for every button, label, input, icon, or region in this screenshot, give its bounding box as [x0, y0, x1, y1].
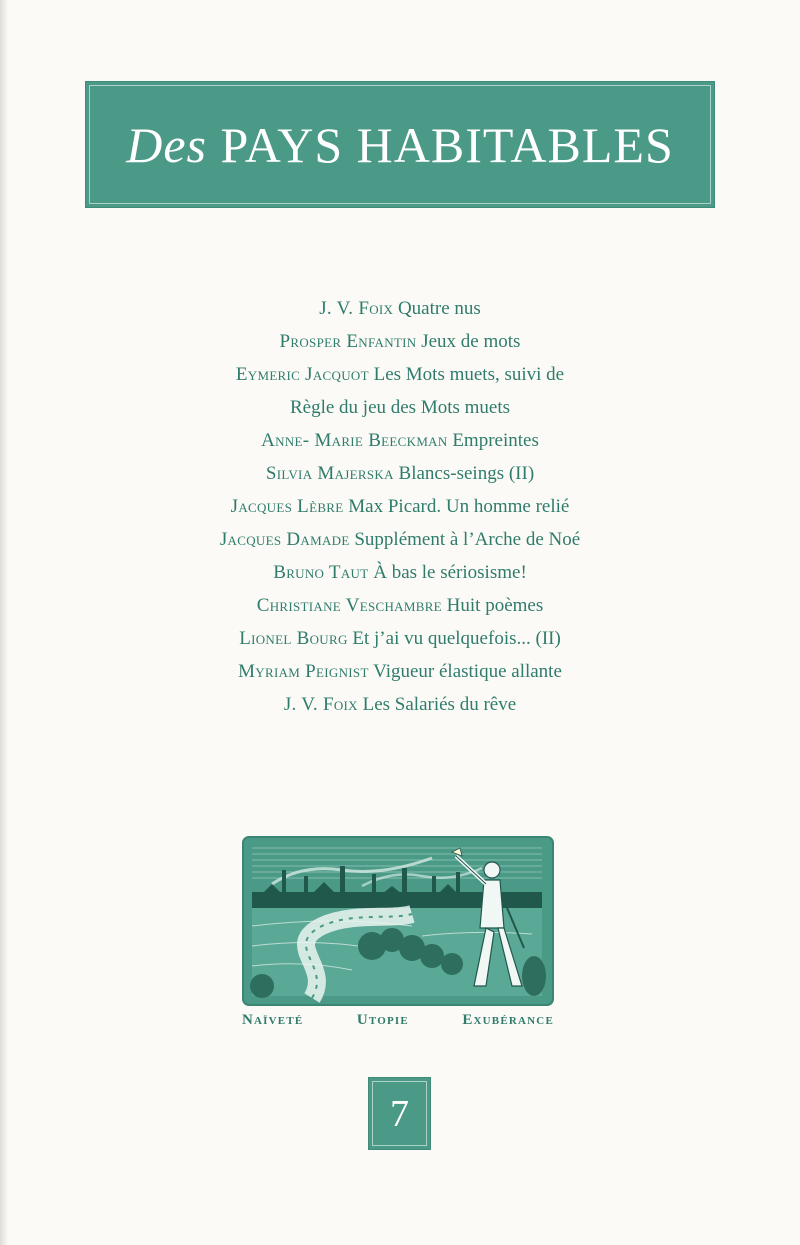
motto — [242, 1012, 554, 1029]
entry-work: Et j’ai vu quelquefois... (II) — [352, 628, 561, 649]
entry-author: J. V. Foix — [319, 298, 394, 319]
contents-entry — [100, 358, 700, 391]
entry-work: Supplément à l’Arche de Noé — [354, 529, 581, 550]
entry-author: Eymeric Jacquot — [235, 364, 369, 385]
entry-author: Anne- Marie Beeckman — [261, 430, 448, 451]
entry-work: Vigueur élastique allante — [373, 661, 562, 682]
entry-author: Jacques Lèbre — [230, 496, 344, 517]
entry-work: Quatre nus — [397, 298, 481, 319]
entry-work: Blancs-seings (II) — [398, 463, 535, 484]
contents-entry-continued — [100, 391, 700, 424]
motto-word: Naïveté — [242, 1012, 304, 1028]
woodcut-walker-on-road-with-factories-icon — [242, 836, 554, 1006]
title-band — [85, 81, 715, 208]
entry-author: J. V. Foix — [283, 694, 358, 715]
entry-author: Myriam Peignist — [238, 661, 369, 682]
title-italic: Des — [126, 116, 207, 173]
entry-author: Christiane Veschambre — [256, 595, 442, 616]
entry-work: Max Picard. Un homme relié — [348, 496, 570, 517]
page-title — [126, 116, 674, 174]
entry-work: Huit poèmes — [446, 595, 544, 616]
contents-entry — [100, 325, 700, 358]
entry-author: Bruno Taut — [273, 562, 369, 583]
entry-work: Les Mots muets, suivi de — [373, 364, 565, 385]
contents-entry — [100, 622, 700, 655]
entry-work: Jeux de mots — [421, 331, 521, 352]
contents-entry — [100, 292, 700, 325]
entry-work: Les Salariés du rêve — [362, 694, 517, 715]
entry-author: Prosper Enfantin — [279, 331, 417, 352]
motto-word: Utopie — [356, 1012, 409, 1028]
entry-author: Jacques Damade — [219, 529, 350, 550]
entry-author: Lionel Bourg — [239, 628, 348, 649]
title-main: PAYS HABITABLES — [220, 116, 674, 173]
entry-work: Empreintes — [452, 430, 539, 451]
issue-number: 7 — [390, 1092, 409, 1135]
motto-word: Exubérance — [462, 1012, 554, 1028]
contents-entry — [100, 556, 700, 589]
entry-work: À bas le sériosisme! — [373, 562, 527, 583]
cover-edge-shadow — [0, 0, 8, 1245]
table-of-contents — [100, 292, 700, 721]
contents-entry — [100, 655, 700, 688]
contents-entry — [100, 688, 700, 721]
contents-entry — [100, 424, 700, 457]
contents-entry — [100, 490, 700, 523]
contents-entry — [100, 457, 700, 490]
entry-work: Règle du jeu des Mots muets — [289, 397, 511, 418]
contents-entry — [100, 523, 700, 556]
entry-author: Silvia Majerska — [265, 463, 394, 484]
issue-number-box — [368, 1077, 431, 1150]
contents-entry — [100, 589, 700, 622]
